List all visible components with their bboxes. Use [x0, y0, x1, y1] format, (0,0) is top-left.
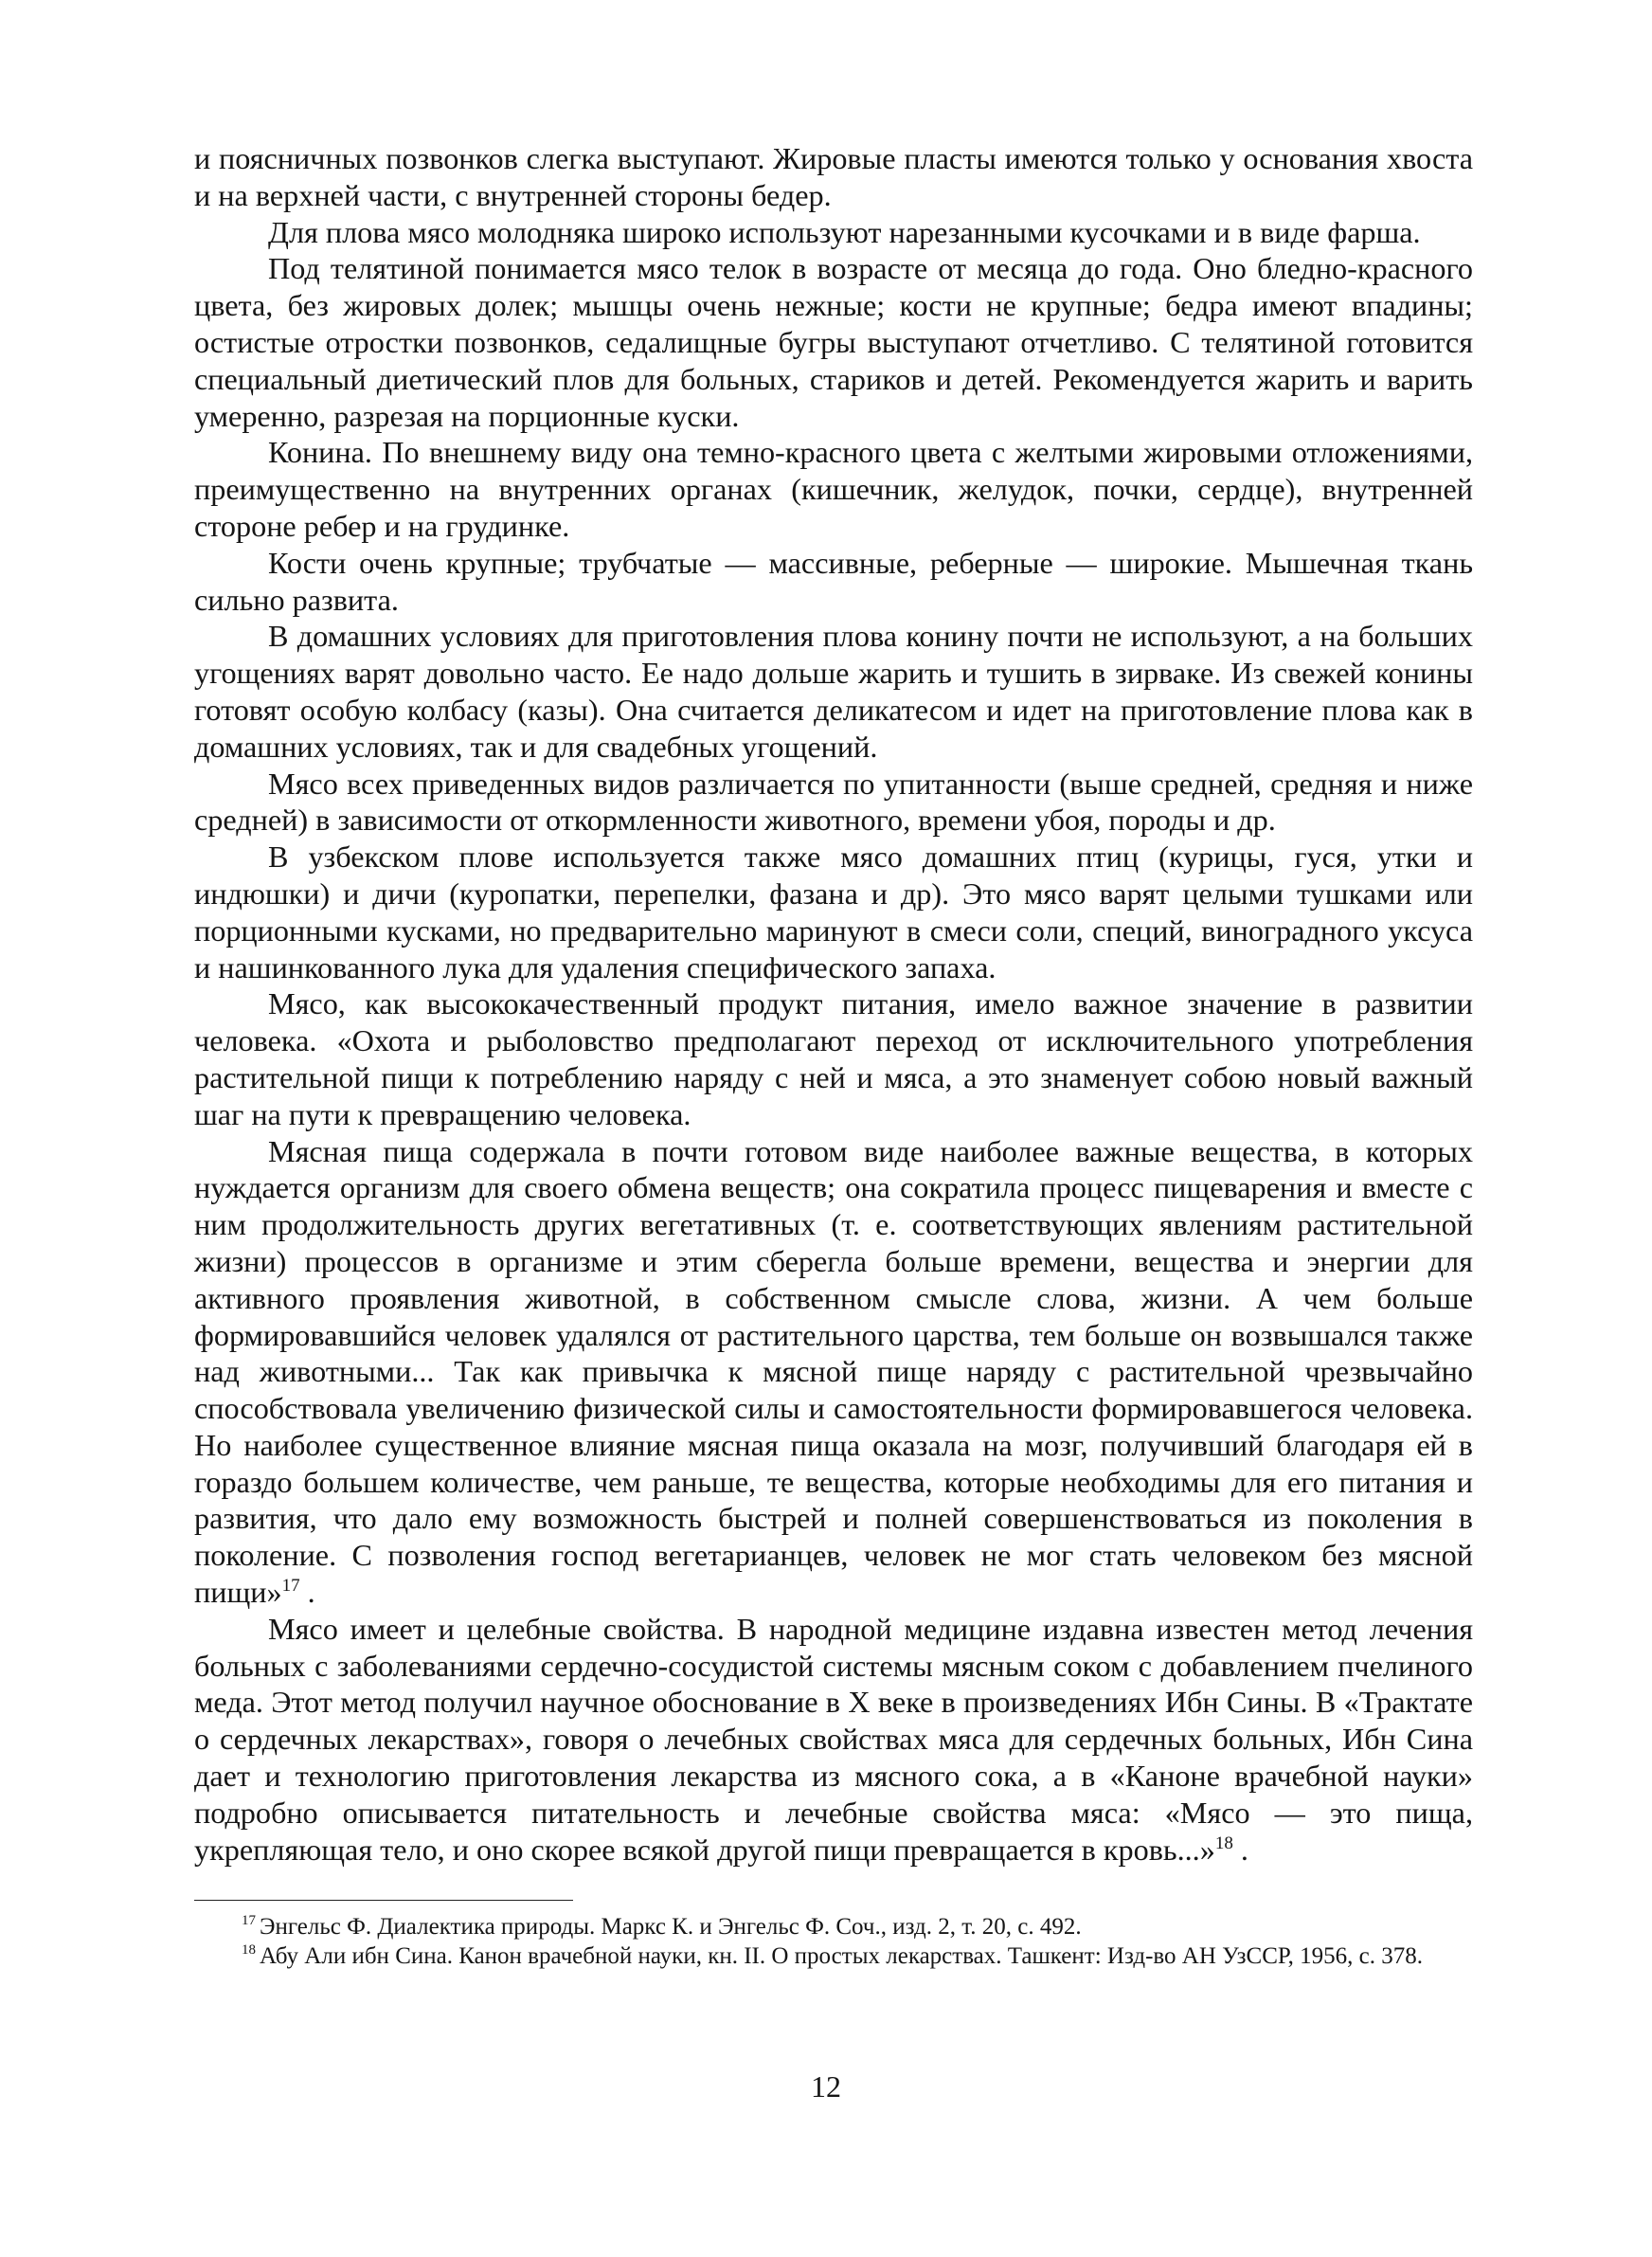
paragraph-11 [194, 1611, 1473, 1869]
paragraph-10-text: Мясная пища содержала в почти готовом виде наиболее важные вещества, в которых нуждается организм для своего обмена веществ; она сократила процесс пищеварения и вместе с ним продолжительность других вегетативных (т. е. соответствующих явлениям растительной жизни) процессов в организме и этим сберегла больше времени, вещества и энергии для активного проявления животной, в собственном смысле слова, жизни. А чем больше формировавшийся человек удалялся от растительного царства, тем больше он возвышался также над животными... Так как привычка к мясной пище наряду с растительной чрезвычайно способствовала увеличению физической силы и самостоятельности формировавшегося человека. Но наиболее существенное влияние мясная пища оказала на мозг, получивший благодаря ей в гораздо большем количестве, чем раньше, те вещества, которые необходимы для его питания и развития, что дало ему возможность быстрей и полней совершенствоваться из поколения в поколение. С позволения господ вегетарианцев, человек не мог стать человеком без мясной пищи» [194, 1133, 1473, 1610]
paragraph-5: Кости очень крупные; трубчатые — массивные, реберные — широкие. Мышечная ткань сильно развита. [194, 545, 1473, 617]
paragraph-9: Мясо, как высококачественный продукт питания, имело важное значение в развитии человека. «Охота и рыболовство предполагают переход от исключительного употребления растительной пищи к потреблению наряду с ней и мяса, а это знаменует собою новый важный шаг на пути к превращению человека. [194, 986, 1473, 1131]
paragraph-6: В домашних условиях для приготовления плова конину почти не используют, а на больших угощениях варят довольно часто. Ее надо дольше жарить и тушить в зирваке. Из свежей конины готовят особую колбасу (казы). Она считается деликатесом и идет на приготовление плова как в домашних условиях, так и для свадебных угощений. [194, 619, 1473, 764]
paragraph-10-end: . [299, 1575, 315, 1610]
paragraph-3: Под телятиной понимается мясо телок в возрасте от месяца до года. Оно бледно-красного цвета, без жировых долек; мышцы очень нежные; кости не крупные; бедра имеют впадины; остистые отростки позвонков, седалищные бугры выступают отчетливо. С телятиной готовится специальный диетический плов для больных, стариков и детей. Рекомендуется жарить и варить умеренно, разрезая на порционные куски. [194, 251, 1473, 433]
page [194, 140, 1473, 1971]
paragraph-2: Для плова мясо молодняка широко используют нарезанными кусочками и в виде фарша. [268, 214, 1421, 249]
paragraph-10 [194, 1133, 1473, 1611]
paragraph-7: Мясо всех приведенных видов различается по упитанности (выше средней, средняя и ниже средней) в зависимости от откормленности животного, времени убоя, породы и др. [194, 766, 1473, 838]
paragraph-8: В узбекском плове используется также мясо домашних птиц (курицы, гуся, утки и индюшки) и дичи (куропатки, перепелки, фазана и др). Это мясо варят целыми тушками или порционными кусками, но предварительно маринуют в смеси соли, специй, виноградного уксуса и нашинкованного лука для удаления специфического запаха. [194, 840, 1473, 984]
footnote-17-text: Энгельс Ф. Диалектика природы. Маркс К. и Энгельс Ф. Соч., изд. 2, т. 20, с. 492. [260, 1914, 1082, 1941]
paragraph-11-text: Мясо имеет и целебные свойства. В народной медицине издавна известен метод лечения больных с заболеваниями сердечно-сосудистой системы мясным соком с добавлением пчелиного меда. Этот метод получил научное обоснование в X веке в произведениях Ибн Сины. В «Трактате о сердечных лекарствах», говоря о лечебных свойствах мяса для сердечных больных, Ибн Сина дает и технологию приготовления лекарства из мясного сока, а в «Каноне врачебной науки» подробно описывается питательность и лечебные свойства мяса: «Мясо — это пища, укрепляющая тело, и оно скорее всякой другой пищи превращается в кровь...» [194, 1611, 1473, 1867]
footnote-18 [194, 1941, 1473, 1971]
main-text [194, 140, 1473, 1868]
paragraph-11-end: . [1232, 1832, 1248, 1867]
footnote-ref-18[interactable]: 18 [1214, 1833, 1233, 1853]
page-number: 12 [811, 2069, 841, 2104]
footnote-18-text: Абу Али ибн Сина. Канон врачебной науки, кн. II. О простых лекарствах. Ташкент: Изд-во АН УзССР, 1956, с. 378. [260, 1943, 1424, 1970]
footnote-17 [194, 1912, 1473, 1941]
footnote-17-marker: 17 [242, 1913, 256, 1929]
paragraph-1: и поясничных позвонков слегка выступают. Жировые пласты имеются только у основания хвоста и на верхней части, с внутренней стороны бедер. [194, 141, 1473, 212]
footnote-18-marker: 18 [242, 1942, 256, 1959]
paragraph-4: Конина. По внешнему виду она темно-красного цвета с желтыми жировыми отложениями, преимущественно на внутренних органах (кишечник, желудок, почки, сердце), внутренней стороне ребер и на грудинке. [194, 435, 1473, 543]
footnotes [194, 1912, 1473, 1971]
footnote-ref-17[interactable]: 17 [281, 1576, 300, 1597]
footnote-divider [194, 1900, 573, 1901]
